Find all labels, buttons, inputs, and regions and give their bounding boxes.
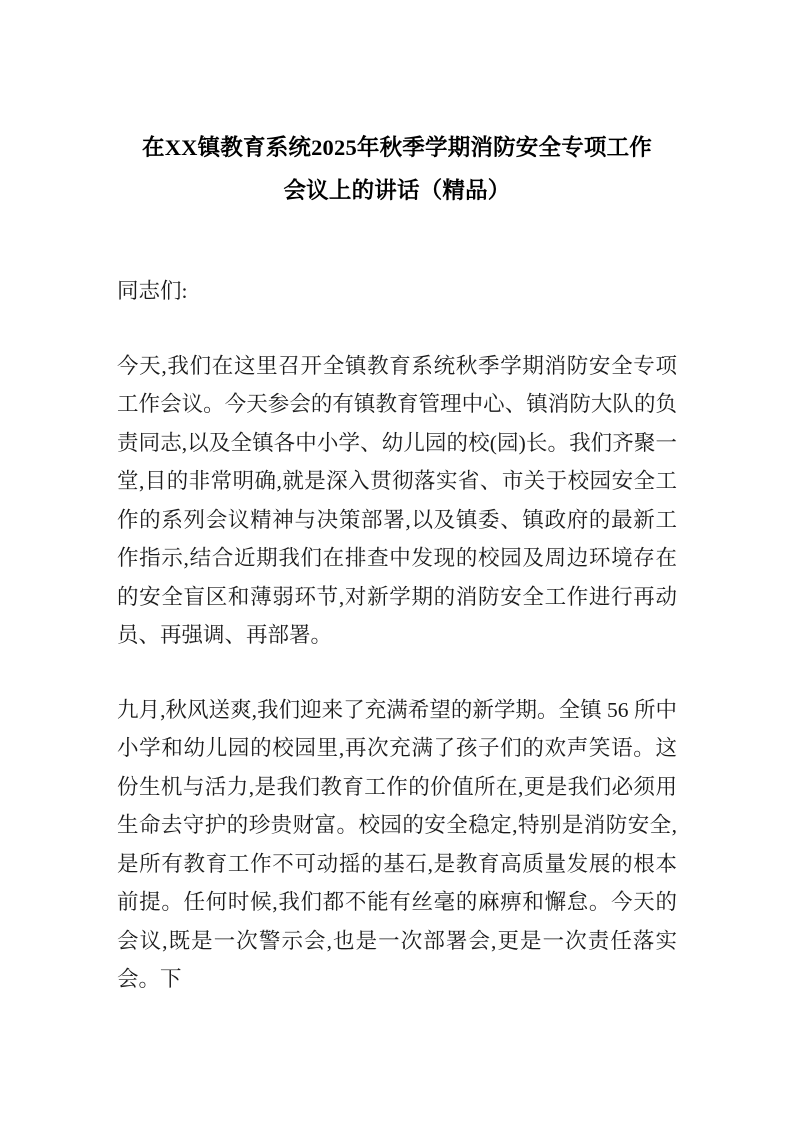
page-title-line-1: 在XX镇教育系统2025年秋季学期消防安全专项工作	[142, 135, 652, 160]
body-paragraph-2: 九月,秋风送爽,我们迎来了充满希望的新学期。全镇 56 所中小学和幼儿园的校园里,再次充满了孩子们的欢声笑语。这份生机与活力,是我们教育工作的价值所在,更是我们必须用生命去守护的珍贵财富。校园的安全稳定,特别是消防安全,是所有教育工作不可动摇的基石,是教育高质量发展的根本前提。任何时候,我们都不能有丝毫的麻痹和懈怠。今天的会议,既是一次警示会,也是一次部署会,更是一次责任落实会。下	[117, 697, 677, 991]
page-title	[117, 0, 677, 212]
salutation: 同志们:	[117, 279, 188, 303]
document-content	[117, 0, 677, 999]
body-paragraph-1: 今天,我们在这里召开全镇教育系统秋季学期消防安全专项工作会议。今天参会的有镇教育管理中心、镇消防大队的负责同志,以及全镇各中小学、幼儿园的校(园)长。我们齐聚一堂,目的非常明确,就是深入贯彻落实省、市关于校园安全工作的系列会议精神与决策部署,以及镇委、镇政府的最新工作指示,结合近期我们在排查中发现的校园及周边环境存在的安全盲区和薄弱环节,对新学期的消防安全工作进行再动员、再强调、再部署。	[117, 353, 677, 647]
page-title-line-2: 会议上的讲话（精品）	[283, 178, 511, 203]
